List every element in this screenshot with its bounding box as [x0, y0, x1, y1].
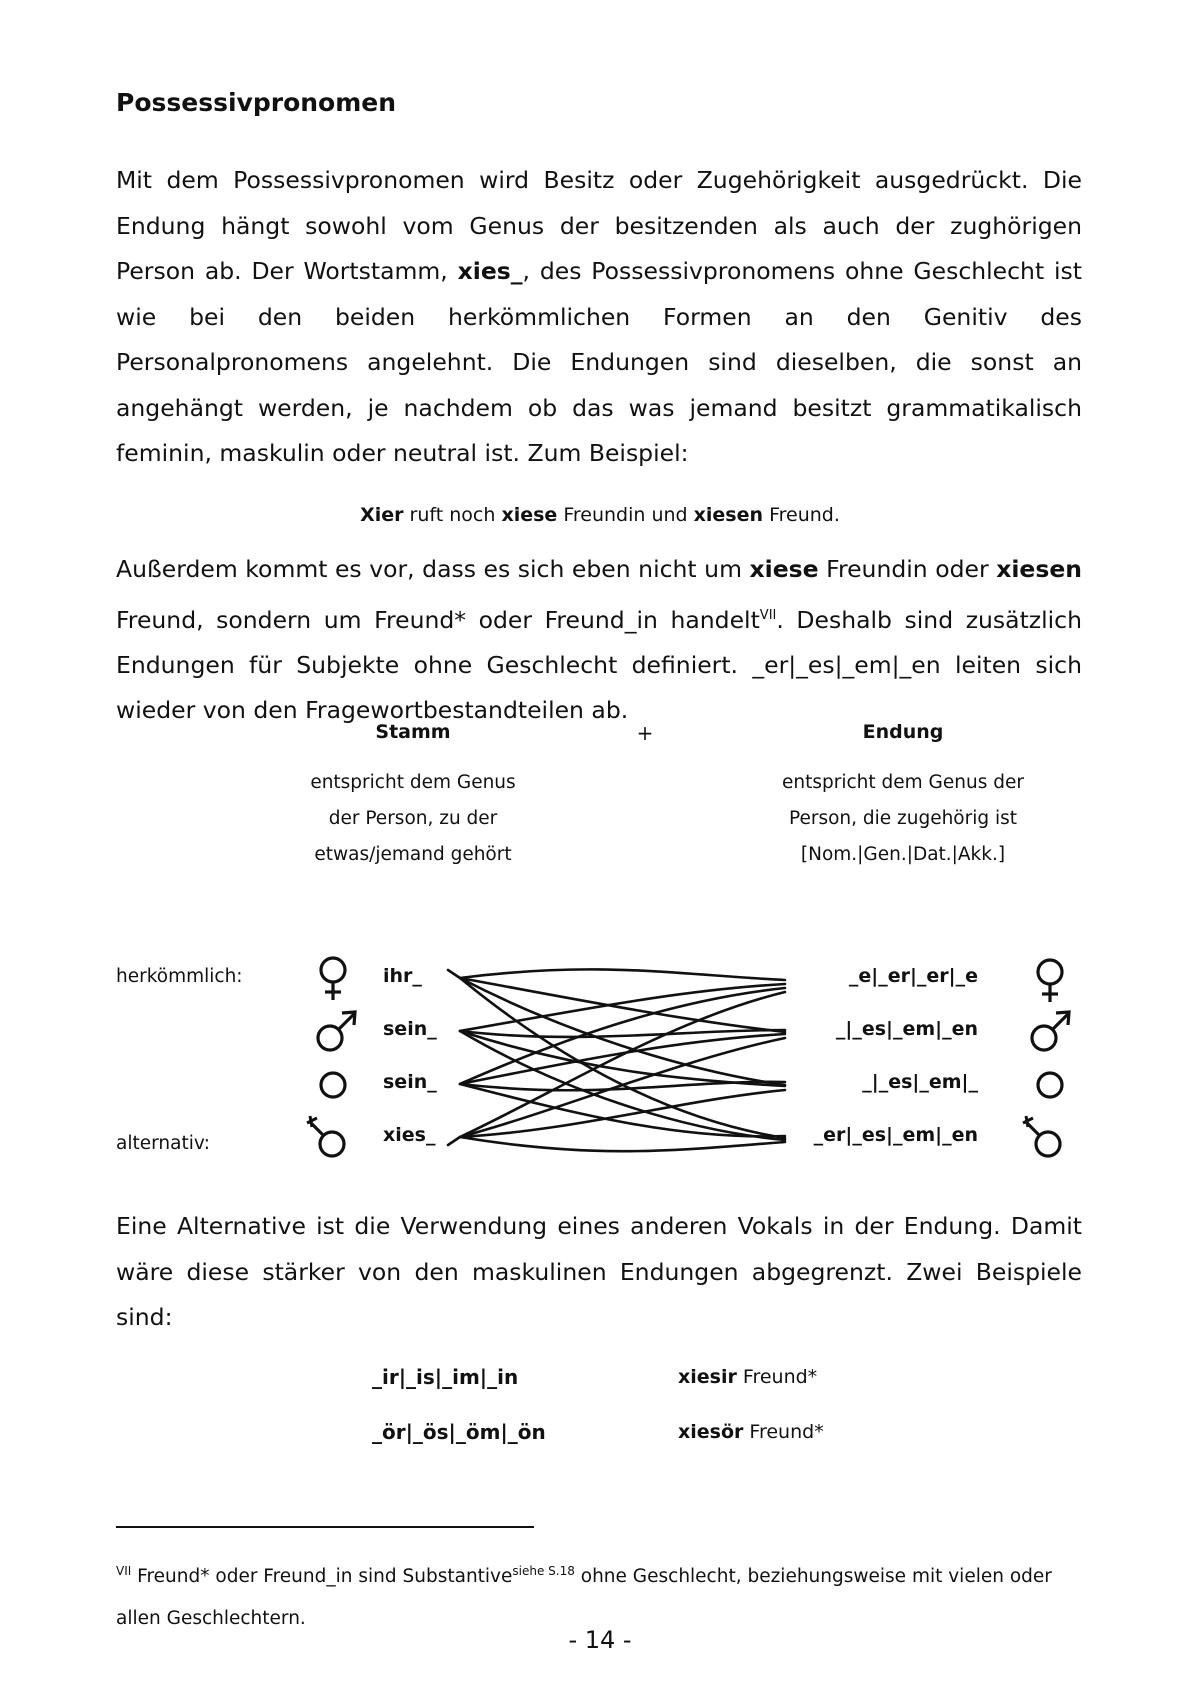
intro-text-rest: , des Possessivpronomens ohne Geschlecht ist wie bei den beiden herkömmlichen Formen an den Genitiv des Personalpronomens angelehnt. Die Endungen sind dieselben, die sonst an angehängt werden, je nachdem ob das was jemand besitzt grammatikalisch feminin, maskulin oder neutral ist. Zum Beispiel:: [116, 257, 1083, 467]
ending-description-line: [Nom.|Gen.|Dat.|Akk.]: [800, 844, 1006, 865]
example-text: Freundin und: [557, 504, 694, 526]
example-word: Xier: [360, 504, 404, 526]
plus-sign: +: [636, 721, 654, 745]
stem-description-line: der Person, zu der: [328, 808, 498, 829]
female-icon: [1024, 955, 1076, 1007]
alternative-example-oe: [678, 1421, 824, 1443]
paragraph-text: Freundin oder: [818, 555, 997, 583]
male-icon: [1024, 1006, 1076, 1058]
paragraph-text: Freund, sondern um Freund* oder Freund_in handelt: [116, 605, 760, 634]
paragraph-genderless: [116, 547, 1082, 734]
alternative-ending-i: _ir|_is|_im|_in: [372, 1365, 519, 1389]
stem-xies: xies_: [383, 1124, 436, 1146]
label-traditional: herkömmlich:: [116, 966, 243, 987]
example-word: xiesen: [693, 504, 764, 526]
nonbinary-icon: [1016, 1112, 1068, 1164]
page-reference[interactable]: siehe S.18: [512, 1564, 575, 1578]
intro-text: Mit dem Possessivpronomen wird Besitz oder Zugehörigkeit ausgedrückt. Die Endung hängt sowohl vom Genus der besitzenden als auch der zughörigen Person ab. Der Wortstamm,: [116, 166, 1082, 285]
example-word: xiesir: [678, 1366, 737, 1388]
stem-description-line: etwas/jemand gehört: [314, 844, 512, 865]
ending-heading: Endung: [862, 721, 944, 743]
ending-genderless: _er|_es|_em|_en: [813, 1124, 978, 1146]
ending-description: [748, 765, 1058, 873]
example-text: ruft noch: [403, 504, 502, 526]
paragraph-text: . Deshalb sind zusätzlich Endungen für Subjekte ohne Geschlecht definiert. _er|_es|_em|_en leiten sich wieder von den Fragewortbestandteilen ab.: [116, 605, 1082, 725]
paragraph-text: Außerdem kommt es vor, dass es sich eben nicht um: [116, 555, 750, 583]
section-heading: Possessivpronomen: [116, 88, 397, 117]
alternative-ending-oe: _ör|_ös|_öm|_ön: [372, 1420, 546, 1444]
paragraph-alternative: Eine Alternative ist die Verwendung eines anderen Vokals in der Endung. Damit wäre diese stärker von den maskulinen Endungen abgegrenzt. Zwei Beispiele sind:: [116, 1212, 1082, 1331]
male-icon: [310, 1006, 362, 1058]
stem-heading: Stamm: [375, 721, 451, 743]
alternative-example-i: [678, 1366, 817, 1388]
ending-description-line: entspricht dem Genus der: [782, 772, 1024, 793]
example-text: Freund*: [736, 1366, 818, 1388]
paragraph-intro: [116, 158, 1082, 477]
neutral-icon: [309, 1059, 361, 1111]
example-text: Freund*: [743, 1421, 824, 1443]
paragraph-bold-word: xiesen: [996, 555, 1082, 583]
stem-description-line: entspricht dem Genus: [310, 772, 516, 793]
example-text: Freund.: [763, 504, 840, 526]
stem-sein-masc: sein_: [383, 1018, 437, 1040]
footnote-reference[interactable]: VII: [759, 607, 777, 623]
ending-description-line: Person, die zugehörig ist: [788, 808, 1018, 829]
stem-sein-neut: sein_: [383, 1071, 437, 1093]
ending-neuter: _|_es|_em|_: [862, 1071, 978, 1093]
footnote-divider: [116, 1526, 534, 1528]
footnote-text: ohne Geschlecht, beziehungsweise mit vielen oder allen Geschlechtern.: [116, 1566, 1052, 1630]
example-sentence: [0, 504, 1200, 526]
female-icon: [307, 953, 359, 1005]
nonbinary-icon: [300, 1112, 352, 1164]
paragraph-bold-word: xiese: [749, 555, 819, 583]
footnote-marker: VII: [116, 1564, 132, 1578]
ending-masculine: _|_es|_em|_en: [835, 1018, 978, 1040]
stem-ihr: ihr_: [383, 965, 422, 987]
footnote-text: Freund* oder Freund_in sind Substantive: [131, 1566, 513, 1588]
example-word: xiesör: [678, 1421, 744, 1443]
page-number: - 14 -: [568, 1626, 632, 1654]
example-word: xiese: [501, 504, 558, 526]
stem-term: xies_: [457, 257, 523, 285]
stem-description: [263, 765, 563, 873]
ending-feminine: _e|_er|_er|_e: [848, 965, 978, 987]
label-alternative: alternativ:: [116, 1133, 211, 1154]
neutral-icon: [1024, 1059, 1076, 1111]
